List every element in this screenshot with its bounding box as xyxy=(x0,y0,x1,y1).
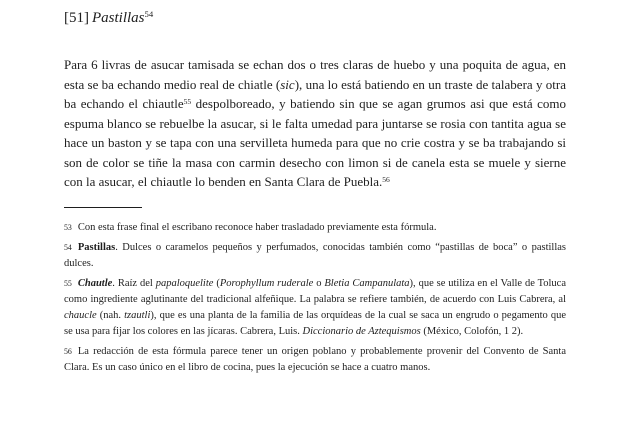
footnote-number: 54 xyxy=(64,243,72,252)
footnote-number: 56 xyxy=(64,347,72,356)
footnote-number: 53 xyxy=(64,223,72,232)
footnote-term: Chautle xyxy=(77,278,113,289)
footnote-text: . Dulces o caramelos pequeños y perfumados, conocidas también como “pastillas de boca” o pastillas dulces. xyxy=(64,242,566,269)
footnote-italic: Diccionario de Aztequismos xyxy=(302,326,421,337)
recipe-number: [51] xyxy=(64,10,89,26)
sic-annotation: sic xyxy=(280,76,295,92)
footnote-term: Pastillas xyxy=(77,242,116,253)
footnote-italic: papaloquelite xyxy=(155,278,214,289)
footnote-text: (nah. xyxy=(96,310,125,321)
footnote-ref-56: 56 xyxy=(382,174,390,184)
footnote-56 xyxy=(64,344,566,376)
recipe-text-part-2: ), una lo está batiendo en un traste de talabera y otra ba echando el chiautle xyxy=(64,76,566,111)
footnotes xyxy=(64,220,566,380)
footnote-divider xyxy=(64,207,142,208)
recipe-title: Pastillas xyxy=(92,10,145,26)
footnote-ref-54: 54 xyxy=(144,9,154,20)
footnote-text: Con esta frase final el escribano reconoce haber trasladado previamente esta fórmula. xyxy=(77,222,437,233)
footnote-55 xyxy=(64,276,566,340)
recipe-heading xyxy=(64,9,153,27)
recipe-text xyxy=(64,55,566,192)
footnote-text: . Raíz del xyxy=(112,278,156,289)
footnote-text: ( xyxy=(213,278,220,289)
footnote-number: 55 xyxy=(64,279,72,288)
footnote-text: ), que es una planta de la familia de las orquídeas de la cual se saca un engrudo o pegamento que se usa para fijar los colores en las jícaras. Cabrera, Luis. xyxy=(64,310,566,337)
footnote-ref-55: 55 xyxy=(183,96,192,106)
footnote-53 xyxy=(64,220,566,236)
footnote-italic: tzautli xyxy=(124,310,151,321)
footnote-54 xyxy=(64,240,566,272)
footnote-text: (México, Colofón, 1 2). xyxy=(420,326,524,337)
footnote-italic: Porophyllum ruderale xyxy=(219,278,314,289)
footnote-italic: Bletia Campanulata xyxy=(324,278,410,289)
footnote-text: o xyxy=(313,278,325,289)
footnote-text: La redacción de esta fórmula parece tener un origen poblano y probablemente provenir del Convento de Santa Clara. Es un caso único en el libro de cocina, pues la ejecución se hace a cuatro manos. xyxy=(64,346,566,373)
recipe-text-part-3: despolboreado, y batiendo sin que se agan grumos asi que está como espuma blanco se rebuelbe la asucar, si le falta umedad para juntarse se rosia con tantita agua se hace un baston y se tapa con una servilleta humeda para que no crie costra y se ba trabajando si son de color se tiñe la masa con carmin desecho con limon si de canela esta se muele y sierne con la asucar, el chiautle lo benden en Santa Clara de Puebla. xyxy=(64,96,567,189)
footnote-italic: chaucle xyxy=(64,310,97,321)
footnote-text: ), que se utiliza en el Valle de Toluca como ingrediente aglutinante del tradicional alfeñique. La palabra se refiere también, de acuerdo con Luis Cabrera, al xyxy=(64,278,567,305)
recipe-text-part-1: Para 6 livras de asucar tamisada se echan dos o tres claras de huebo y una poquita de agua, en esta se ba echando medio real de chiatle ( xyxy=(64,57,566,92)
